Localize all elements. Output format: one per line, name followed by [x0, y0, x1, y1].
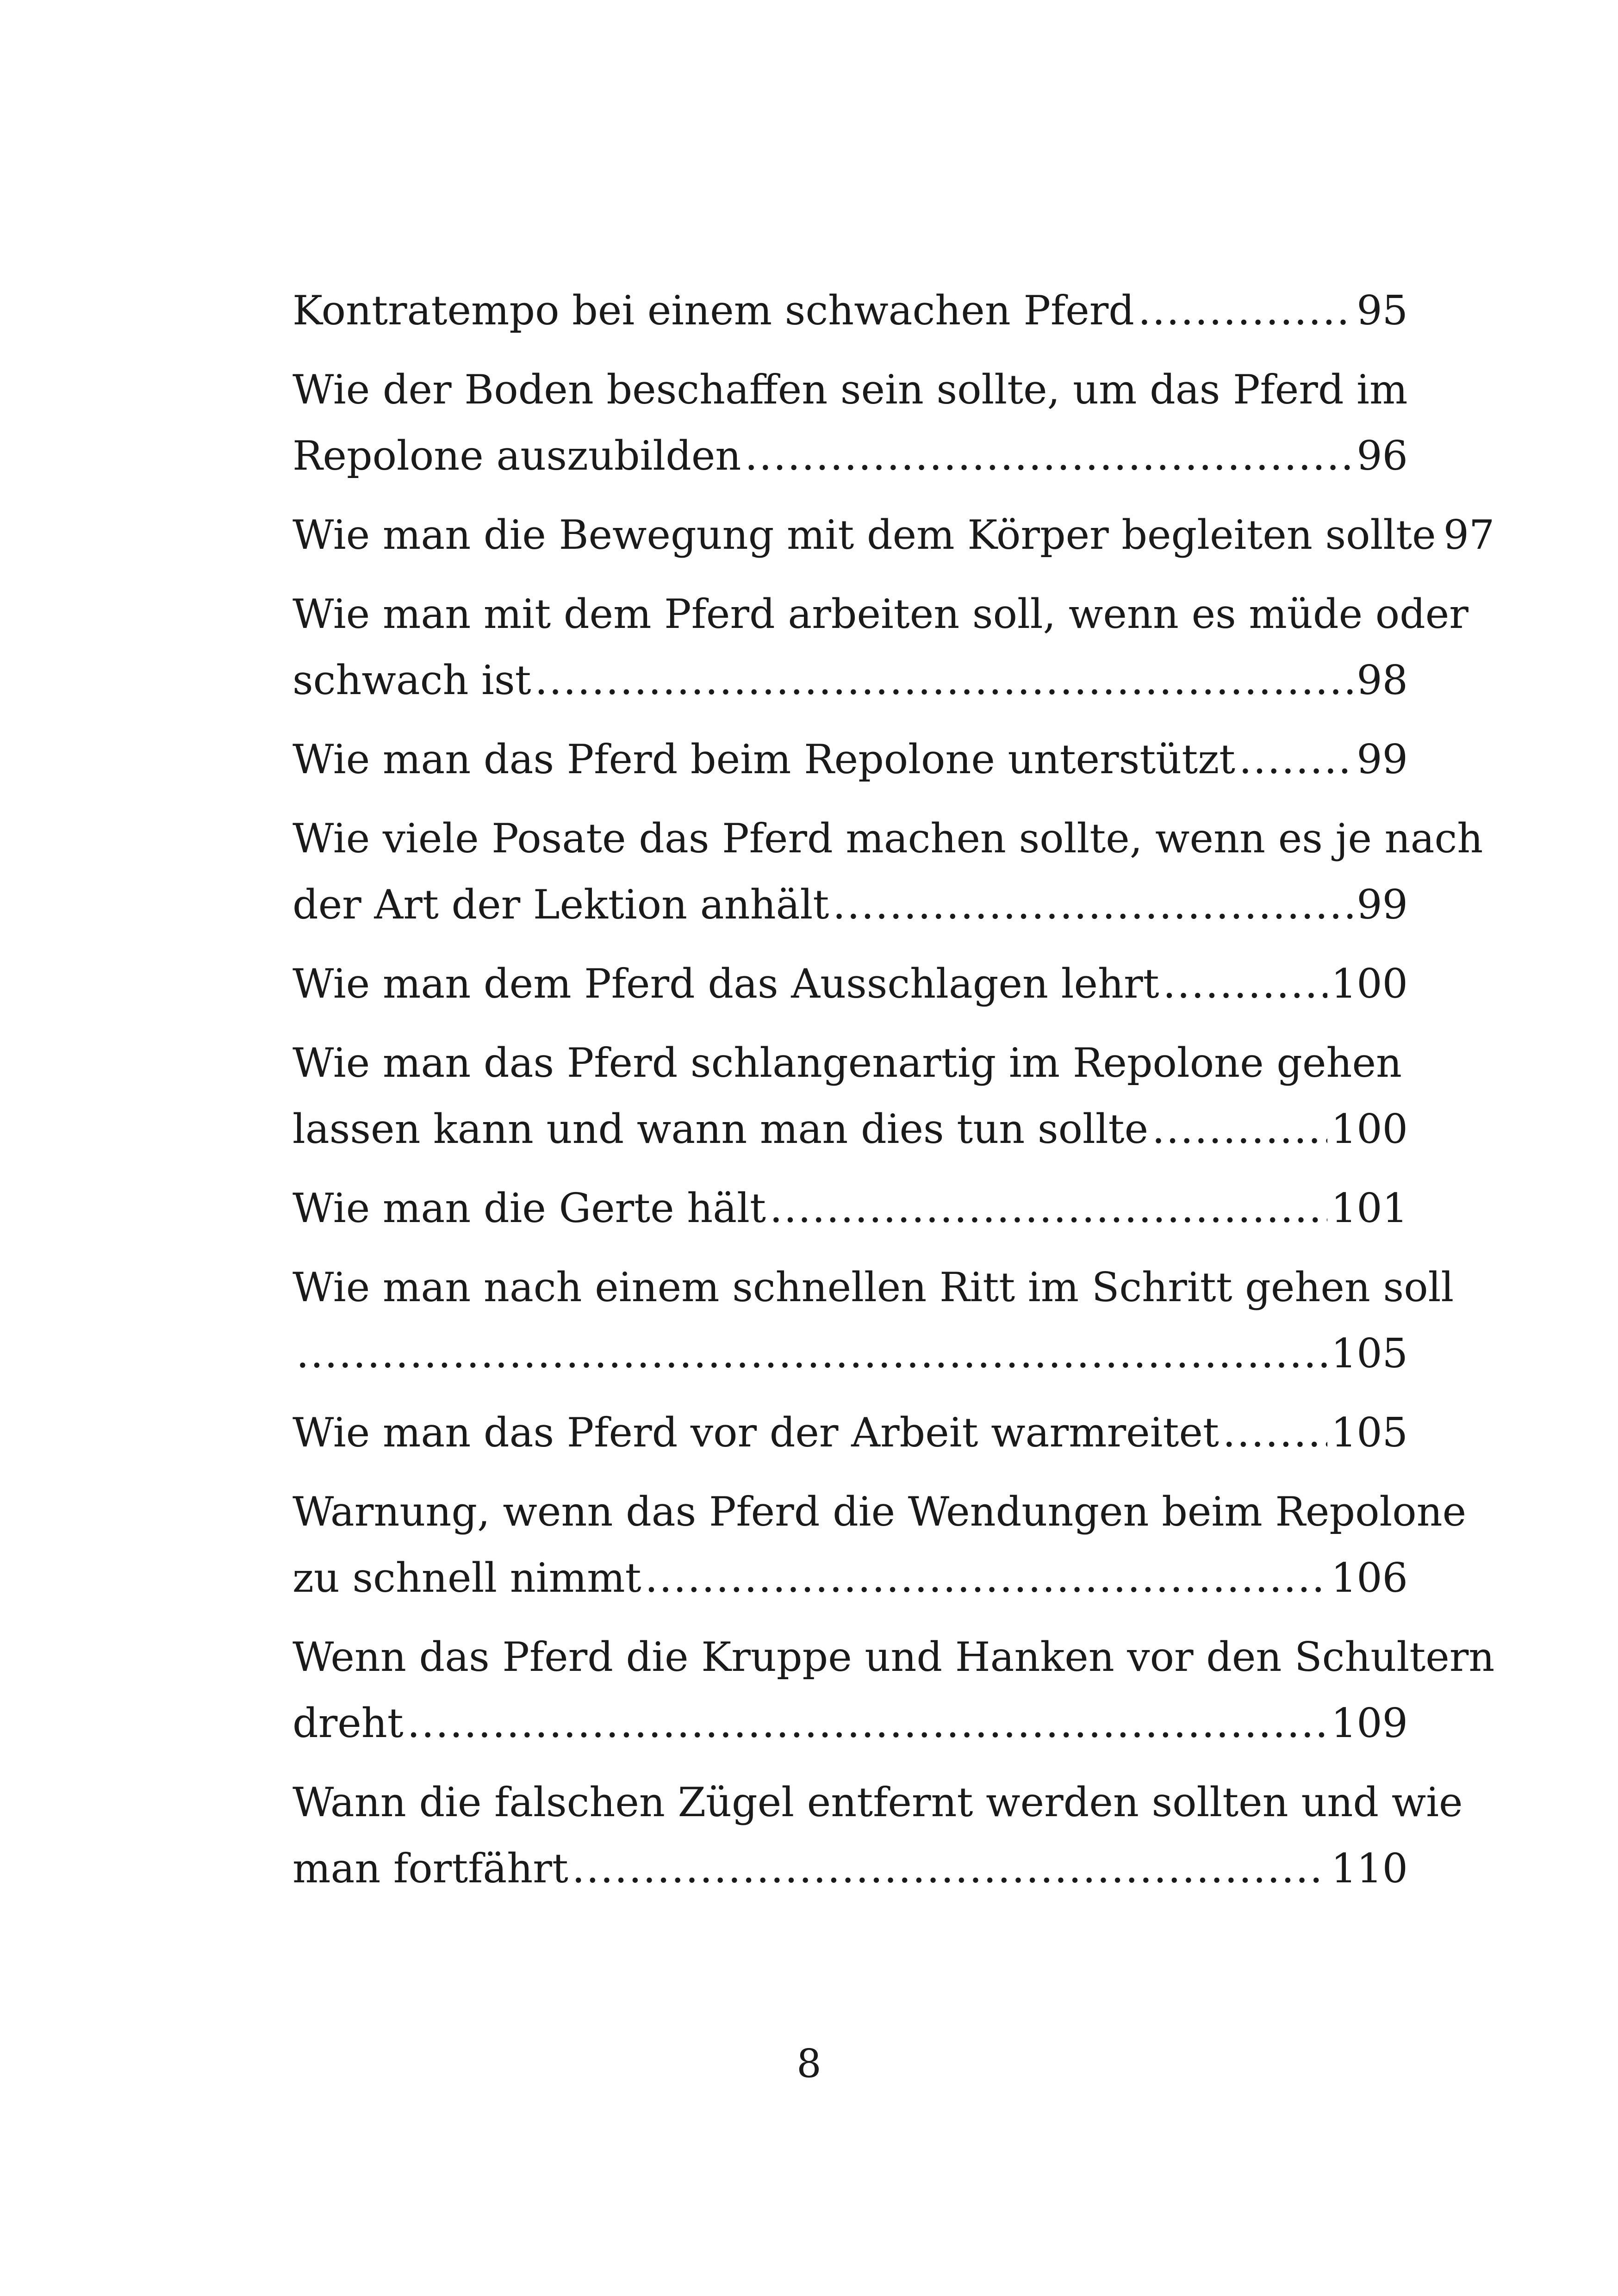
- toc-entry-title: dreht: [292, 1700, 404, 1747]
- toc-entry-page-number: 98: [1357, 657, 1408, 704]
- toc-entry[interactable]: [292, 806, 1483, 938]
- toc-entry-leader-row: [292, 872, 1408, 938]
- page-number: 8: [797, 2041, 821, 2086]
- toc-entry-leader-row: [292, 278, 1408, 344]
- toc-entry-title: Wie man die Bewegung mit dem Körper begleiten sollte: [292, 511, 1436, 558]
- dot-leader: [833, 872, 1353, 938]
- toc-entry-leader-row: [292, 1175, 1408, 1241]
- dot-leader: [1152, 1096, 1327, 1162]
- dot-leader: [1138, 278, 1353, 344]
- dot-leader: [1223, 1400, 1327, 1466]
- toc-entry-title-line: Wann die falschen Zügel entfernt werden sollten und wie: [292, 1779, 1463, 1826]
- toc-entry-page-number: 95: [1357, 287, 1408, 334]
- toc-entry-title: Wie man das Pferd beim Repolone unterstützt: [292, 736, 1236, 783]
- toc-entry-title: Kontratempo bei einem schwachen Pferd: [292, 287, 1134, 334]
- toc-entry-leader-row: [292, 1690, 1408, 1756]
- toc-entry[interactable]: [292, 1400, 1408, 1466]
- toc-entry-title-line: Wie man das Pferd schlangenartig im Repolone gehen: [292, 1039, 1402, 1086]
- toc-entry[interactable]: [292, 1769, 1463, 1902]
- dot-leader: [535, 647, 1353, 714]
- dot-leader: [1163, 951, 1327, 1017]
- toc-entry[interactable]: [292, 278, 1408, 344]
- toc-entry-leader-row: [292, 1545, 1408, 1611]
- toc-entry-page-number: 101: [1331, 1185, 1408, 1232]
- toc-entry-title: Wie man das Pferd vor der Arbeit warmreitet: [292, 1409, 1219, 1456]
- toc-entry[interactable]: [292, 951, 1408, 1017]
- toc-entry-leader-row: [292, 726, 1408, 793]
- toc-entry-page-number: 110: [1331, 1845, 1408, 1892]
- dot-leader: [407, 1690, 1327, 1756]
- toc-entry-title: Wie man dem Pferd das Ausschlagen lehrt: [292, 960, 1159, 1007]
- toc-entry-title-line: Wenn das Pferd die Kruppe und Hanken vor den Schultern: [292, 1633, 1495, 1681]
- toc-entry-page-number: 99: [1357, 881, 1408, 928]
- toc-entry-page-number: 100: [1331, 960, 1408, 1007]
- toc-entry[interactable]: [292, 581, 1469, 714]
- toc-entry-title: der Art der Lektion anhält: [292, 881, 829, 928]
- toc-entry-page-number: 105: [1331, 1330, 1408, 1377]
- toc-entry-title-line: Wie viele Posate das Pferd machen sollte, wenn es je nach: [292, 815, 1483, 862]
- toc-entry[interactable]: [292, 726, 1408, 793]
- toc-entry[interactable]: [292, 1479, 1467, 1611]
- toc-entry-title: lassen kann und wann man dies tun sollte: [292, 1105, 1149, 1153]
- toc-entry-leader-row: [292, 1096, 1408, 1162]
- toc-entry-page-number: 105: [1331, 1409, 1408, 1456]
- toc-entry-title-line: Wie man mit dem Pferd arbeiten soll, wenn es müde oder: [292, 590, 1469, 638]
- toc-entry-leader-row: [292, 1400, 1408, 1466]
- toc-entry-title: Wie man die Gerte hält: [292, 1185, 766, 1232]
- dot-leader: [1239, 726, 1353, 793]
- toc-entry-title-line: Wie man nach einem schnellen Ritt im Schritt gehen soll: [292, 1264, 1454, 1311]
- toc-entry-leader-row: [292, 1836, 1408, 1902]
- toc-entry[interactable]: [292, 357, 1408, 489]
- toc-entry-page-number: 97: [1443, 511, 1495, 558]
- table-of-contents: [292, 278, 1495, 1915]
- dot-leader: [572, 1836, 1327, 1902]
- toc-entry-page-number: 100: [1331, 1105, 1408, 1153]
- toc-entry-leader-row: [292, 423, 1408, 489]
- dot-leader: [296, 1321, 1327, 1387]
- toc-entry[interactable]: [292, 1175, 1408, 1241]
- toc-entry-page-number: 109: [1331, 1700, 1408, 1747]
- dot-leader: [770, 1175, 1327, 1241]
- toc-entry[interactable]: [292, 1624, 1495, 1756]
- toc-entry-leader-row: [292, 1321, 1408, 1387]
- toc-entry-page-number: 96: [1357, 432, 1408, 479]
- toc-entry[interactable]: [292, 1030, 1408, 1162]
- toc-entry-title-line: Warnung, wenn das Pferd die Wendungen beim Repolone: [292, 1488, 1467, 1535]
- toc-entry-leader-row: [292, 647, 1408, 714]
- toc-entry[interactable]: [292, 502, 1495, 568]
- dot-leader: [645, 1545, 1327, 1611]
- toc-entry-page-number: 99: [1357, 736, 1408, 783]
- toc-entry-leader-row: [292, 502, 1495, 568]
- toc-entry-title-line: Wie der Boden beschaffen sein sollte, um das Pferd im: [292, 366, 1408, 413]
- toc-entry-page-number: 106: [1331, 1554, 1408, 1601]
- toc-entry-title: schwach ist: [292, 657, 531, 704]
- toc-entry-leader-row: [292, 951, 1408, 1017]
- dot-leader: [745, 423, 1353, 489]
- toc-entry[interactable]: [292, 1254, 1454, 1387]
- toc-entry-title: zu schnell nimmt: [292, 1554, 641, 1601]
- toc-entry-title: man fortfährt: [292, 1845, 568, 1892]
- toc-entry-title: Repolone auszubilden: [292, 432, 741, 479]
